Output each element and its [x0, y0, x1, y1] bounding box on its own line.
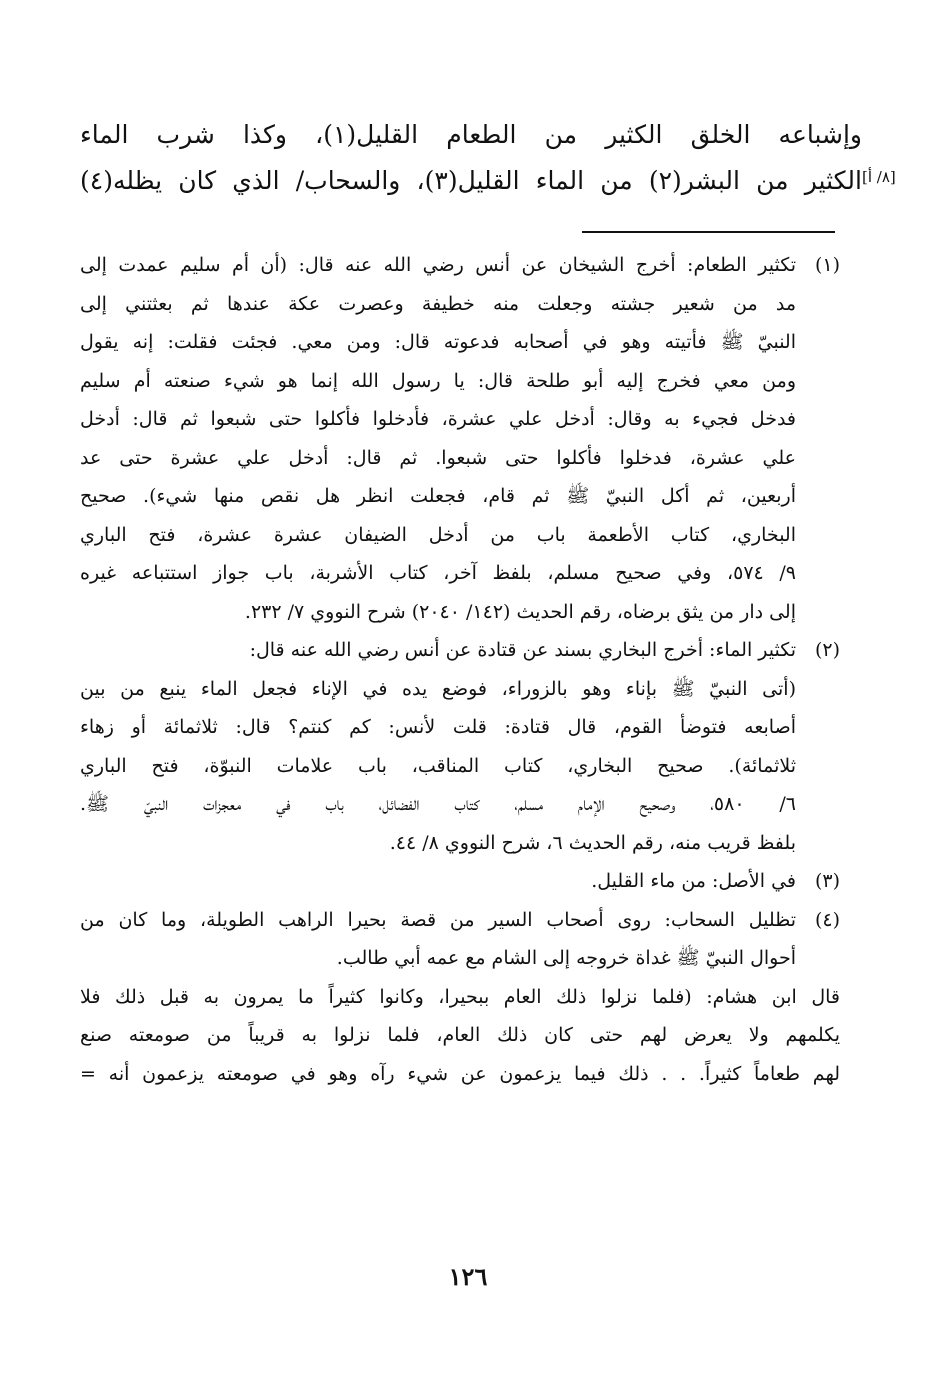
footnote-number: (٣) [814, 870, 840, 892]
footnote-line: البخاري، كتاب الأطعمة باب من أدخل الضيفان عشرة عشرة، فتح الباري [80, 523, 796, 546]
footnote-body [80, 901, 796, 978]
footnote-line: (أتى النبيّ ﷺ بإناء وهو بالزوراء، فوضع يده في الإناء فجعل الماء ينبع من بين [80, 677, 796, 700]
footnote-number: (٤) [814, 908, 840, 931]
footnote-4-continuation [80, 978, 840, 1094]
footnote-line: تكثير الماء: أخرج البخاري بسند عن قتادة عن أنس رضي الله عنه قال: [249, 639, 796, 661]
footnote-line: فدخل فجيء به وقال: أدخل علي عشرة، فأدخلوا فأكلوا حتى شبعوا ثم قال: أدخل [80, 408, 796, 430]
footnote-line: النبيّ ﷺ فأتيته وهو في أصحابه فدعوته قال: ومن معي. فجئت فقلت: إنه يقول [80, 331, 796, 353]
footnote-line: أربعين، ثم أكل النبيّ ﷺ ثم قام، فجعلت انظر هل نقص منها شيء). صحيح [80, 485, 796, 507]
footnote-3 [80, 862, 840, 901]
footnote-line: أصابعه فتوضأ القوم، قال قتادة: قلت لأنس: كم كنتم؟ قال: ثلاثمائة أو زهاء [80, 716, 796, 738]
footnote-line: يكلمهم ولا يعرض لهم حتى كان ذلك العام، فلما نزلوا به قريباً من صومعته صنع [80, 1024, 840, 1046]
manuscript-folio-marker: [٨/ أ] [862, 168, 896, 186]
footnotes [80, 246, 840, 1093]
footnote-line: ومن معي فخرج إليه أبو طلحة قال: يا رسول الله إنما هو شيء صنعته أم سليم [80, 369, 796, 392]
footnote-4 [80, 901, 840, 978]
page-number: ١٢٦ [448, 1262, 488, 1291]
footnote-2 [80, 631, 840, 862]
footnote-line: ٦/ ٥٨٠، وصحيح الإمام مسلم، كتاب الفضائل، باب في معجزات النبيّ ﷺ. [80, 793, 796, 815]
footnote-line: مد من شعير جشته وجعلت منه خطيفة وعصرت عكة عندها ثم بعثتني إلى [80, 292, 796, 315]
footnote-separator [582, 231, 835, 233]
main-text-line-2: الكثير من البشر(٢) من الماء القليل(٣)، والسحاب/ الذي كان يظله(٤) [80, 166, 862, 195]
main-text-line-1: وإشباعه الخلق الكثير من الطعام القليل(١)، وكذا شرب الماء [80, 120, 863, 149]
footnote-line: قال ابن هشام: (فلما نزلوا ذلك العام ببحيرا، وكانوا كثيراً ما يمرون به قبل ذلك فلا [80, 985, 840, 1008]
footnote-line: علي عشرة، فدخلوا فأكلوا حتى شبعوا. ثم قال: أدخل علي عشرة حتى عد [80, 446, 796, 469]
footnote-body [80, 246, 796, 631]
footnote-line: ٩/ ٥٧٤، وفي صحيح مسلم، بلفظ آخر، كتاب الأشربة، باب جواز استتباعه غيره [80, 562, 796, 584]
footnote-line: لهم طعاماً كثيراً. . . ذلك فيما يزعمون عن شيء رآه وهو في صومعته يزعمون أنه = [80, 1062, 840, 1085]
footnote-body [80, 862, 796, 901]
footnote-body [80, 631, 796, 862]
footnote-1 [80, 246, 840, 631]
footnote-line: في الأصل: من ماء القليل. [591, 870, 796, 892]
footnote-line: أحوال النبيّ ﷺ غداة خروجه إلى الشام مع عمه أبي طالب. [336, 947, 796, 969]
footnote-line: تظليل السحاب: روى أصحاب السير من قصة بحيرا الراهب الطويلة، وما كان من [80, 908, 796, 931]
main-text [80, 112, 862, 204]
footnote-line: تكثير الطعام: أخرج الشيخان عن أنس رضي الله عنه قال: (أن أم سليم عمدت إلى [80, 254, 796, 276]
footnote-number: (٢) [814, 639, 840, 661]
footnote-line: بلفظ قريب منه، رقم الحديث ٦، شرح النووي ٨/ ٤٤. [389, 831, 796, 854]
footnote-number: (١) [814, 254, 840, 276]
footnote-line: ثلاثمائة). صحيح البخاري، كتاب المناقب، باب علامات النبوّة، فتح الباري [80, 754, 796, 777]
footnote-line: إلى دار من يثق برضاه، رقم الحديث (١٤٢/ ٢٠٤٠) شرح النووي ٧/ ٢٣٢. [244, 600, 796, 623]
